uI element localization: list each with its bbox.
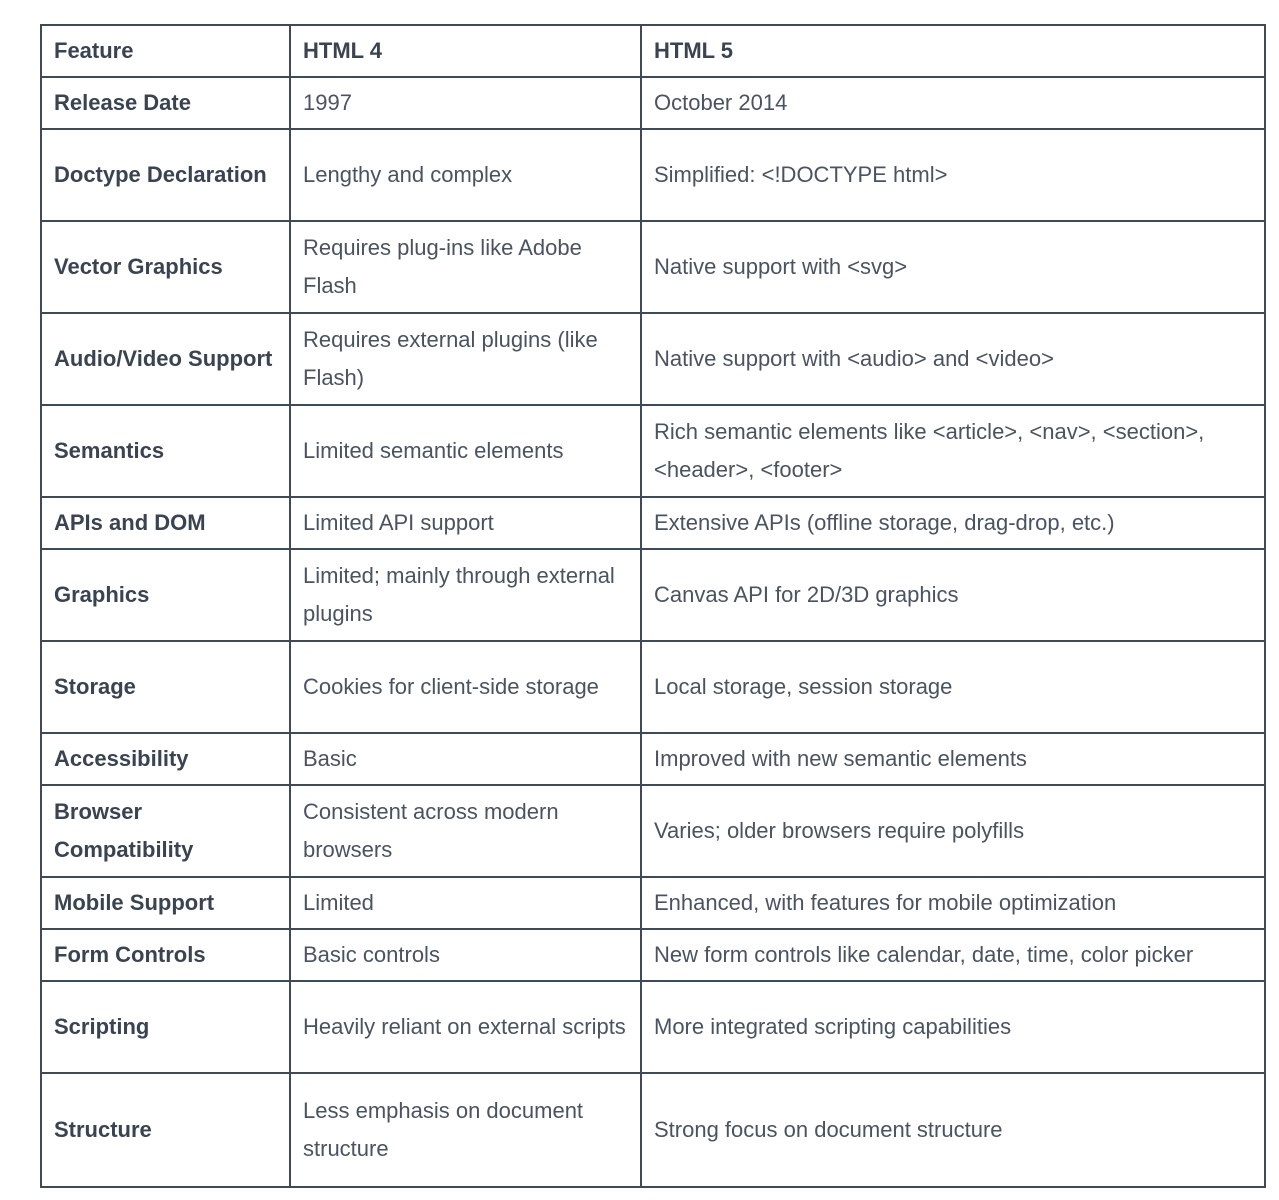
feature-cell: Graphics [41,549,290,641]
feature-cell: Release Date [41,77,290,129]
html5-cell: Local storage, session storage [641,641,1265,733]
html5-cell: Varies; older browsers require polyfills [641,785,1265,877]
html4-cell: Requires external plugins (like Flash) [290,313,641,405]
table-row [41,641,1265,733]
html5-cell: More integrated scripting capabilities [641,981,1265,1073]
html4-cell: Requires plug-ins like Adobe Flash [290,221,641,313]
feature-cell: Browser Compatibility [41,785,290,877]
html5-cell: Enhanced, with features for mobile optimization [641,877,1265,929]
html4-cell: Basic [290,733,641,785]
html4-cell: Heavily reliant on external scripts [290,981,641,1073]
html4-cell: Limited API support [290,497,641,549]
feature-cell: Mobile Support [41,877,290,929]
table-row [41,405,1265,497]
html4-cell: Less emphasis on document structure [290,1073,641,1187]
html5-cell: New form controls like calendar, date, time, color picker [641,929,1265,981]
html4-cell: Cookies for client-side storage [290,641,641,733]
feature-cell: Structure [41,1073,290,1187]
html5-cell: Improved with new semantic elements [641,733,1265,785]
html4-vs-html5-table [40,24,1266,1188]
table-row [41,1073,1265,1187]
comparison-table-container [40,24,1264,1188]
html4-cell: Lengthy and complex [290,129,641,221]
table-row [41,733,1265,785]
column-header-feature: Feature [41,25,290,77]
html5-cell: Strong focus on document structure [641,1073,1265,1187]
table-row [41,497,1265,549]
table-header-row [41,25,1265,77]
html5-cell: Canvas API for 2D/3D graphics [641,549,1265,641]
html4-cell: 1997 [290,77,641,129]
table-row [41,929,1265,981]
html5-cell: Simplified: <!DOCTYPE html> [641,129,1265,221]
column-header-html4: HTML 4 [290,25,641,77]
table-row [41,785,1265,877]
html4-cell: Limited; mainly through external plugins [290,549,641,641]
table-row [41,77,1265,129]
feature-cell: Form Controls [41,929,290,981]
html5-cell: Native support with <audio> and <video> [641,313,1265,405]
table-row [41,129,1265,221]
feature-cell: Vector Graphics [41,221,290,313]
html4-cell: Limited semantic elements [290,405,641,497]
html5-cell: Native support with <svg> [641,221,1265,313]
feature-cell: APIs and DOM [41,497,290,549]
html5-cell: October 2014 [641,77,1265,129]
html4-cell: Limited [290,877,641,929]
table-row [41,549,1265,641]
html4-cell: Basic controls [290,929,641,981]
table-row [41,877,1265,929]
feature-cell: Accessibility [41,733,290,785]
table-row [41,313,1265,405]
html5-cell: Extensive APIs (offline storage, drag-drop, etc.) [641,497,1265,549]
html5-cell: Rich semantic elements like <article>, <nav>, <section>, <header>, <footer> [641,405,1265,497]
feature-cell: Doctype Declaration [41,129,290,221]
table-row [41,981,1265,1073]
table-row [41,221,1265,313]
feature-cell: Storage [41,641,290,733]
html4-cell: Consistent across modern browsers [290,785,641,877]
feature-cell: Semantics [41,405,290,497]
feature-cell: Scripting [41,981,290,1073]
column-header-html5: HTML 5 [641,25,1265,77]
feature-cell: Audio/Video Support [41,313,290,405]
